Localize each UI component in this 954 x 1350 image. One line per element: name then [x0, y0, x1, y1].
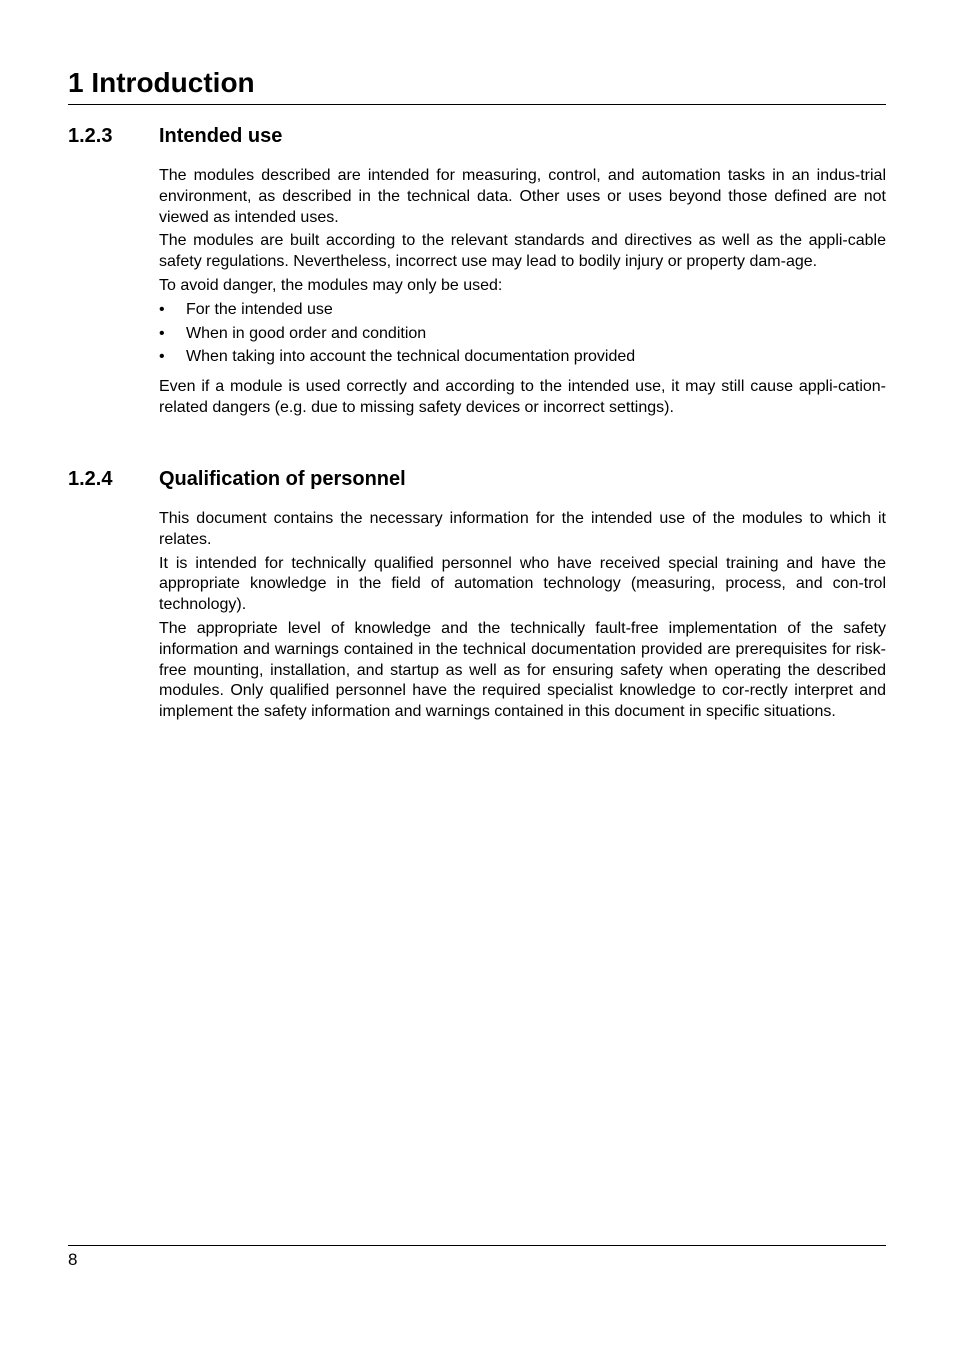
- section-title: Intended use: [159, 125, 283, 147]
- bullet-marker: •: [159, 300, 165, 318]
- paragraph: The modules described are intended for measuring, control, and automation tasks in an indus-trial environment, as described in the technical data. Other uses or uses beyond those defined are not viewed as intended uses.: [159, 167, 886, 226]
- paragraph: It is intended for technically qualified personnel who have received special training and have the appropriate knowledge in the field of automation technology (measuring, process, and con-trol technology).: [159, 554, 886, 614]
- section-body: [159, 509, 886, 723]
- list-item: [159, 324, 886, 345]
- paragraph: The modules are built according to the relevant standards and directives as well as the appli-cable safety regulations. Nevertheless, incorrect use may lead to bodily injury or property dam-age.: [159, 232, 886, 271]
- list-item: [159, 300, 886, 321]
- section-qualification-of-personnel: [68, 465, 886, 726]
- section-intended-use: [68, 122, 886, 422]
- chapter-title-rule: [68, 104, 886, 105]
- section-title: Qualification of personnel: [159, 468, 406, 490]
- paragraph: Even if a module is used correctly and according to the intended use, it may still cause appli-cation-related dangers (e.g. due to missing safety devices or incorrect settings).: [159, 378, 886, 416]
- paragraph: The appropriate level of knowledge and the technically fault-free implementation of the safety information and warnings contained in the technical documentation provided are prerequisites for risk-free mounting, installation, and startup as well as for ensuring safety when operating the described modules. Only qualified personnel have the required specialist knowledge to cor-rectly interpret and implement the safety information and warnings contained in this document in specific situations.: [159, 619, 886, 721]
- paragraph: This document contains the necessary information for the intended use of the modules to which it relates.: [159, 510, 886, 548]
- bullet-marker: •: [159, 348, 165, 366]
- list-item-text: For the intended use: [186, 300, 333, 318]
- section-heading: [68, 465, 886, 493]
- list-item: [159, 347, 886, 368]
- bullet-list: [159, 300, 886, 368]
- list-item-text: When taking into account the technical documentation provided: [186, 348, 636, 366]
- section-body: [159, 166, 886, 419]
- chapter-title: 1 Introduction: [68, 67, 255, 98]
- footer-rule: [68, 1245, 886, 1246]
- section-number: 1.2.4: [68, 468, 113, 490]
- bullet-marker: •: [159, 324, 165, 342]
- section-heading: [68, 122, 886, 150]
- paragraph: To avoid danger, the modules may only be used:: [159, 276, 503, 294]
- page-number: 8: [68, 1250, 78, 1269]
- section-number: 1.2.3: [68, 125, 113, 147]
- list-item-text: When in good order and condition: [186, 324, 427, 342]
